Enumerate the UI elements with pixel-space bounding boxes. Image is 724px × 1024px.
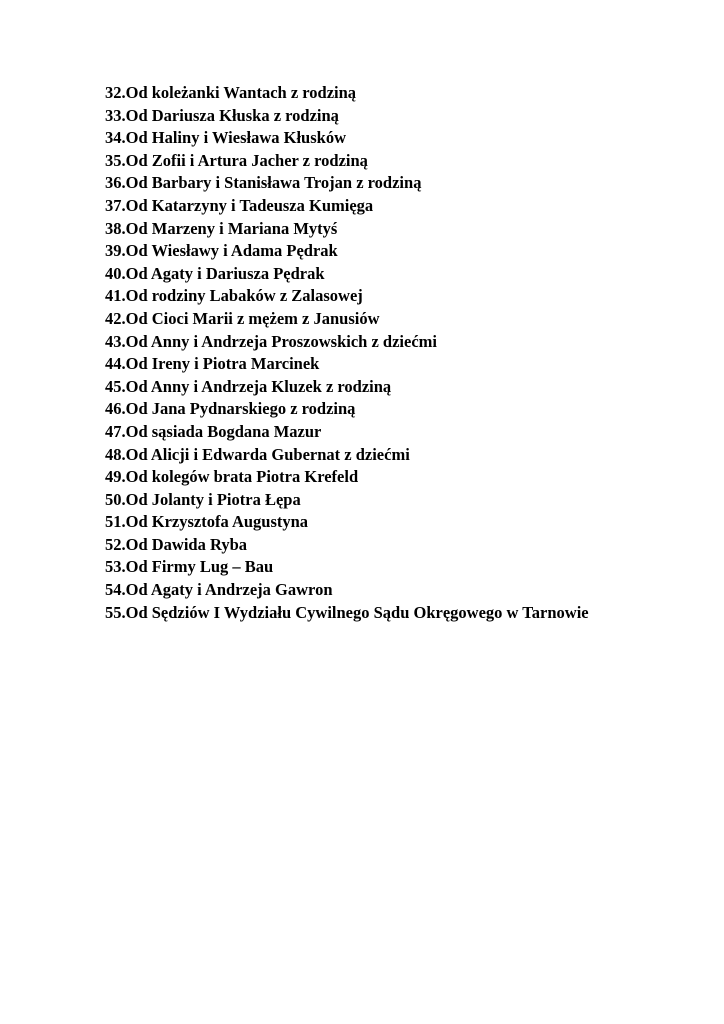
- list-item-number: 40.: [105, 263, 126, 283]
- list-item: [105, 240, 684, 263]
- list-item: [105, 285, 684, 308]
- list-item-number: 32.: [105, 83, 126, 102]
- list-item-text: Od Anny i Andrzeja Kluzek z rodziną: [125, 376, 392, 396]
- list-item: [105, 105, 684, 128]
- list-item-number: 42.: [105, 308, 126, 328]
- list-item-number: 47.: [105, 421, 126, 441]
- list-item: [105, 421, 684, 444]
- list-item-number: 54.: [105, 580, 126, 600]
- list-item-text: Od rodziny Labaków z Zalasowej: [125, 286, 363, 306]
- list-item-number: 44.: [105, 354, 126, 374]
- list-item-text: Od Cioci Marii z mężem z Janusiów: [125, 308, 380, 328]
- list-item: [105, 556, 684, 579]
- list-item: [105, 579, 684, 602]
- list-item-text: Od Ireny i Piotra Marcinek: [125, 354, 320, 374]
- list-item: [105, 466, 684, 489]
- list-item-number: 48.: [105, 444, 126, 464]
- list-item-text: Od Jana Pydnarskiego z rodziną: [125, 399, 356, 419]
- list-item-number: 36.: [105, 173, 126, 193]
- list-item-text: Od Alicji i Edwarda Gubernat z dziećmi: [125, 444, 410, 464]
- list-item: [105, 534, 684, 557]
- list-item-text: Od Jolanty i Piotra Łępa: [125, 489, 301, 509]
- list-item-text: Od kolegów brata Piotra Krefeld: [125, 467, 359, 487]
- list-item: [105, 331, 684, 354]
- list-item-number: 39.: [105, 241, 126, 261]
- list-item-text: Od Wiesławy i Adama Pędrak: [125, 241, 338, 261]
- list-item: [105, 218, 684, 241]
- list-item: [105, 398, 684, 421]
- list-item-number: 51.: [105, 512, 126, 532]
- list-item-text: Od Dariusza Kłuska z rodziną: [125, 105, 339, 125]
- list-item-number: 45.: [105, 376, 126, 396]
- list-item: [105, 353, 684, 376]
- list-item-text: Od Agaty i Andrzeja Gawron: [125, 580, 333, 600]
- list-item: [105, 127, 684, 150]
- list-item-text: Od sąsiada Bogdana Mazur: [125, 421, 322, 441]
- list-item-number: 49.: [105, 467, 126, 487]
- list-item-text: Od Katarzyny i Tadeusza Kumięga: [125, 195, 374, 215]
- list-item-text: Od Zofii i Artura Jacher z rodziną: [125, 150, 368, 170]
- list-item: [105, 376, 684, 399]
- list-item-text: Od Dawida Ryba: [125, 534, 247, 554]
- list-item-text: Od Agaty i Dariusza Pędrak: [125, 263, 325, 283]
- list-item-number: 35.: [105, 150, 126, 170]
- list-item-text: Od Firmy Lug – Bau: [125, 557, 274, 577]
- list-item-number: 46.: [105, 399, 126, 419]
- list-item-number: 55.: [105, 602, 126, 622]
- list-item: [105, 82, 684, 105]
- list-item-number: 34.: [105, 128, 126, 148]
- list-item-text: Od Anny i Andrzeja Proszowskich z dziećmi: [125, 331, 437, 351]
- list-item-number: 43.: [105, 331, 126, 351]
- list-item-number: 50.: [105, 489, 126, 509]
- list-item: [105, 195, 684, 218]
- list-item: [105, 489, 684, 512]
- list-item: [105, 444, 684, 467]
- list-item: [105, 150, 684, 173]
- list-item-number: 33.: [105, 105, 126, 125]
- list-item-number: 41.: [105, 286, 126, 306]
- list-item-number: 38.: [105, 218, 126, 238]
- list-item-number: 37.: [105, 195, 126, 215]
- list-item-text: Od Barbary i Stanisława Trojan z rodziną: [125, 173, 422, 193]
- numbered-list: [105, 82, 684, 624]
- list-item-text: Od Krzysztofa Augustyna: [125, 512, 309, 532]
- list-item: [105, 511, 684, 534]
- list-item: [105, 172, 684, 195]
- list-item-text: Od koleżanki Wantach z rodziną: [125, 83, 357, 102]
- list-item-text: Od Sędziów I Wydziału Cywilnego Sądu Okręgowego w Tarnowie: [125, 602, 589, 622]
- list-item: [105, 308, 684, 331]
- list-item-text: Od Haliny i Wiesława Kłusków: [125, 128, 346, 148]
- list-item-number: 52.: [105, 534, 126, 554]
- list-item: [105, 602, 684, 625]
- list-item-number: 53.: [105, 557, 126, 577]
- list-item: [105, 263, 684, 286]
- list-item-text: Od Marzeny i Mariana Mytyś: [125, 218, 338, 238]
